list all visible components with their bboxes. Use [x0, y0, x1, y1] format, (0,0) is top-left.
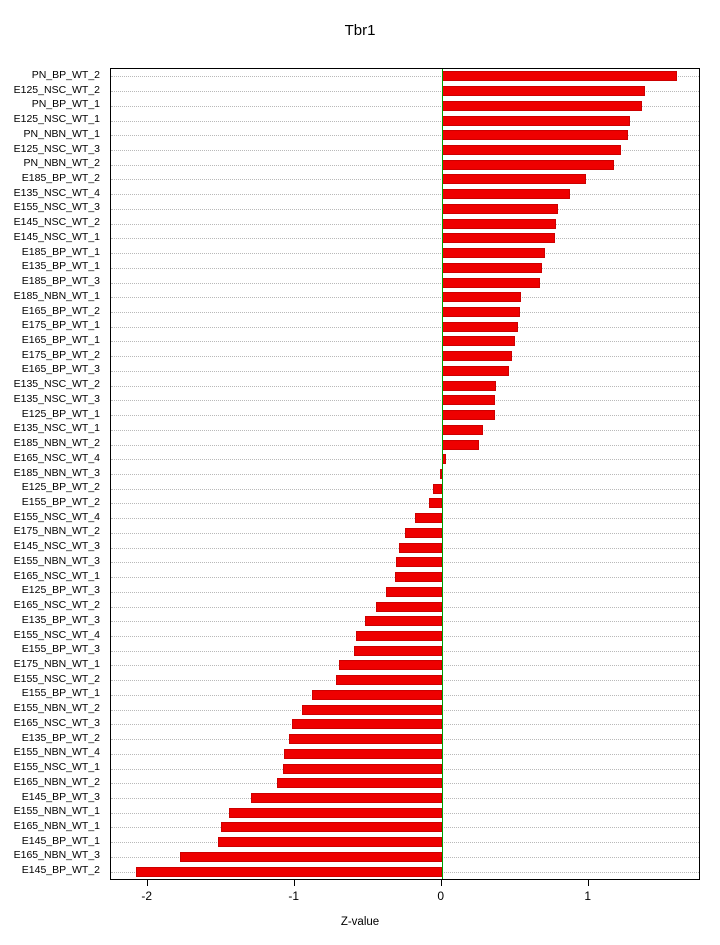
gridline [111, 179, 699, 180]
y-axis-tick-label: E125_BP_WT_2 [21, 481, 100, 494]
y-axis-tick-label: E165_NSC_WT_1 [13, 569, 100, 582]
bar [442, 395, 495, 405]
bar-row [111, 378, 699, 393]
bar [283, 764, 442, 774]
x-axis [110, 880, 700, 920]
y-axis-tick-label: E185_NBN_WT_3 [13, 466, 100, 479]
zero-reference-line [442, 69, 443, 879]
bar [180, 852, 442, 862]
bar-row [111, 614, 699, 629]
bar [289, 734, 442, 744]
y-axis-tick-label: E135_NSC_WT_1 [13, 422, 100, 435]
bar-row [111, 584, 699, 599]
bar-row [111, 717, 699, 732]
bar-row [111, 305, 699, 320]
y-axis-tick-label: E185_BP_WT_3 [21, 275, 100, 288]
y-axis-tick-label: E165_NBN_WT_2 [13, 775, 100, 788]
bar-row [111, 437, 699, 452]
bar [136, 867, 442, 877]
gridline [111, 459, 699, 460]
bar-row [111, 69, 699, 84]
bar-row [111, 643, 699, 658]
bar-row [111, 526, 699, 541]
bar [442, 189, 570, 199]
bar-row [111, 805, 699, 820]
bar [442, 381, 496, 391]
y-axis-tick-label: E135_NSC_WT_3 [13, 392, 100, 405]
bar-row [111, 216, 699, 231]
y-axis-tick-label: PN_NBN_WT_2 [23, 157, 100, 170]
bar [415, 513, 441, 523]
y-axis-tick-label: E185_BP_WT_2 [21, 171, 100, 184]
bar-row [111, 334, 699, 349]
bar-row [111, 820, 699, 835]
gridline [111, 268, 699, 269]
gridline [111, 386, 699, 387]
bar [229, 808, 442, 818]
bar-row [111, 84, 699, 99]
bar-row [111, 157, 699, 172]
chart-title: Tbr1 [344, 22, 376, 39]
y-axis-tick-label: E125_NSC_WT_3 [13, 142, 100, 155]
bar [386, 587, 442, 597]
bar-row [111, 732, 699, 747]
bar-row [111, 702, 699, 717]
y-axis-tick-label: E155_BP_WT_2 [21, 495, 100, 508]
bar-row [111, 393, 699, 408]
gridline [111, 327, 699, 328]
bars-layer [111, 69, 699, 879]
bar-row [111, 776, 699, 791]
y-axis-tick-label: E155_NSC_WT_4 [13, 510, 100, 523]
y-axis-tick-label: E145_BP_WT_2 [21, 864, 100, 877]
y-axis-tick-label: E135_BP_WT_1 [21, 260, 100, 273]
bar [292, 719, 442, 729]
bar-row [111, 629, 699, 644]
y-axis-tick-label: E165_BP_WT_2 [21, 304, 100, 317]
bar [365, 616, 441, 626]
gridline [111, 224, 699, 225]
bar-row [111, 290, 699, 305]
y-axis-tick-label: E155_NSC_WT_3 [13, 201, 100, 214]
bar [442, 233, 555, 243]
y-axis-tick-label: E155_NSC_WT_2 [13, 672, 100, 685]
gridline [111, 430, 699, 431]
bar [442, 86, 645, 96]
y-axis-tick-label: E145_BP_WT_1 [21, 834, 100, 847]
bar-row [111, 172, 699, 187]
gridline [111, 341, 699, 342]
gridline [111, 371, 699, 372]
bar-row [111, 864, 699, 879]
y-axis-tick-label: E125_NSC_WT_1 [13, 113, 100, 126]
y-axis-tick-label: E165_NSC_WT_2 [13, 599, 100, 612]
bar-row [111, 319, 699, 334]
bar [302, 705, 442, 715]
bar [442, 366, 510, 376]
bar-row [111, 364, 699, 379]
bar-row [111, 452, 699, 467]
bar-row [111, 540, 699, 555]
gridline [111, 415, 699, 416]
bar-row [111, 187, 699, 202]
gridline [111, 489, 699, 490]
bar-row [111, 275, 699, 290]
y-axis-tick-label: PN_BP_WT_2 [31, 68, 100, 81]
y-axis-tick-label: E125_BP_WT_3 [21, 584, 100, 597]
bar-row [111, 791, 699, 806]
gridline [111, 238, 699, 239]
y-axis-tick-label: E165_NSC_WT_3 [13, 716, 100, 729]
bar [442, 204, 558, 214]
y-axis-tick-label: E175_BP_WT_2 [21, 348, 100, 361]
x-axis-tick [294, 880, 295, 886]
y-axis-tick-label: E155_NBN_WT_1 [13, 805, 100, 818]
y-axis-tick-label: E145_NSC_WT_2 [13, 216, 100, 229]
bar [442, 307, 520, 317]
bar-row [111, 761, 699, 776]
bar [442, 336, 516, 346]
x-axis-tick-label: -1 [288, 889, 300, 903]
bar-row [111, 113, 699, 128]
bar-row [111, 143, 699, 158]
gridline [111, 297, 699, 298]
gridline [111, 518, 699, 519]
y-axis-tick-label: E135_BP_WT_3 [21, 613, 100, 626]
bar-row [111, 850, 699, 865]
bar-row [111, 599, 699, 614]
bar [442, 145, 621, 155]
y-axis-tick-label: E155_NBN_WT_3 [13, 554, 100, 567]
bar-row [111, 408, 699, 423]
y-axis-tick-label: E145_BP_WT_3 [21, 790, 100, 803]
bar [356, 631, 441, 641]
bar [284, 749, 441, 759]
gridline [111, 400, 699, 401]
bar-row [111, 98, 699, 113]
y-axis-tick-label: E155_NBN_WT_4 [13, 746, 100, 759]
x-axis-tick-label: -2 [141, 889, 153, 903]
bar [376, 602, 442, 612]
plot-area [110, 68, 700, 880]
bar [442, 160, 614, 170]
y-axis-tick-label: E165_NBN_WT_3 [13, 849, 100, 862]
bar [251, 793, 442, 803]
bar [405, 528, 442, 538]
bar-row [111, 555, 699, 570]
y-axis-tick-label: E145_NSC_WT_3 [13, 540, 100, 553]
bar [442, 440, 479, 450]
bar [442, 101, 642, 111]
bar-row [111, 481, 699, 496]
x-axis-tick [147, 880, 148, 886]
y-axis-tick-label: E135_NSC_WT_2 [13, 378, 100, 391]
bar-row [111, 467, 699, 482]
y-axis-tick-label: E155_NBN_WT_2 [13, 702, 100, 715]
bar [433, 484, 442, 494]
bar-row [111, 260, 699, 275]
bar [442, 263, 542, 273]
bar [277, 778, 442, 788]
bar [221, 822, 442, 832]
y-axis-tick-label: E155_BP_WT_3 [21, 643, 100, 656]
bar-row [111, 688, 699, 703]
y-axis-tick-label: E135_BP_WT_2 [21, 731, 100, 744]
bar [442, 425, 483, 435]
bar [218, 837, 441, 847]
bar [396, 557, 442, 567]
bar-row [111, 246, 699, 261]
bar [339, 660, 442, 670]
bar [442, 130, 629, 140]
bar [395, 572, 442, 582]
bar-row [111, 658, 699, 673]
y-axis-tick-label: E165_BP_WT_3 [21, 363, 100, 376]
y-axis-tick-label: E175_BP_WT_1 [21, 319, 100, 332]
bar [442, 292, 521, 302]
bar-row [111, 746, 699, 761]
bar [312, 690, 441, 700]
bar [442, 248, 545, 258]
y-axis-tick-label: E185_NBN_WT_2 [13, 437, 100, 450]
bar [442, 278, 540, 288]
bar [442, 219, 557, 229]
bar [442, 351, 513, 361]
gridline [111, 445, 699, 446]
y-axis-tick-label: E135_NSC_WT_4 [13, 186, 100, 199]
bar [336, 675, 442, 685]
x-axis-tick-label: 1 [584, 889, 592, 903]
x-axis-tick [441, 880, 442, 886]
y-axis-tick-label: E155_BP_WT_1 [21, 687, 100, 700]
bar [442, 174, 586, 184]
y-axis-tick-label: E185_NBN_WT_1 [13, 289, 100, 302]
y-axis-tick-label: E175_NBN_WT_2 [13, 525, 100, 538]
bar-row [111, 202, 699, 217]
bar-row [111, 511, 699, 526]
gridline [111, 283, 699, 284]
bar-row [111, 422, 699, 437]
bar-row [111, 570, 699, 585]
bar-row [111, 835, 699, 850]
bar-row [111, 673, 699, 688]
x-axis-label: Z-value [340, 916, 380, 928]
bar [429, 498, 442, 508]
bar-row [111, 496, 699, 511]
y-axis-tick-label: E185_BP_WT_1 [21, 245, 100, 258]
bar-row [111, 349, 699, 364]
x-axis-tick [588, 880, 589, 886]
bar [442, 322, 518, 332]
x-axis-tick-label: 0 [437, 889, 445, 903]
y-axis-tick-label: E155_NSC_WT_4 [13, 628, 100, 641]
y-axis-tick-label: PN_BP_WT_1 [31, 98, 100, 111]
y-axis-tick-label: E165_BP_WT_1 [21, 333, 100, 346]
y-axis-tick-label: E125_BP_WT_1 [21, 407, 100, 420]
y-axis-tick-label: E125_NSC_WT_2 [13, 83, 100, 96]
bar [354, 646, 442, 656]
gridline [111, 194, 699, 195]
gridline [111, 503, 699, 504]
y-axis-tick-label: E175_NBN_WT_1 [13, 657, 100, 670]
y-axis-tick-label: PN_NBN_WT_1 [23, 127, 100, 140]
y-axis-tick-label: E145_NSC_WT_1 [13, 230, 100, 243]
y-axis-tick-label: E155_NSC_WT_1 [13, 761, 100, 774]
bar [442, 116, 630, 126]
bar [442, 71, 677, 81]
gridline [111, 209, 699, 210]
gridline [111, 356, 699, 357]
bar-row [111, 231, 699, 246]
gridline [111, 474, 699, 475]
bar [442, 410, 495, 420]
y-axis-labels [0, 68, 106, 880]
gridline [111, 253, 699, 254]
bar-row [111, 128, 699, 143]
gridline [111, 312, 699, 313]
y-axis-tick-label: E165_NSC_WT_4 [13, 451, 100, 464]
y-axis-tick-label: E165_NBN_WT_1 [13, 819, 100, 832]
bar [399, 543, 442, 553]
